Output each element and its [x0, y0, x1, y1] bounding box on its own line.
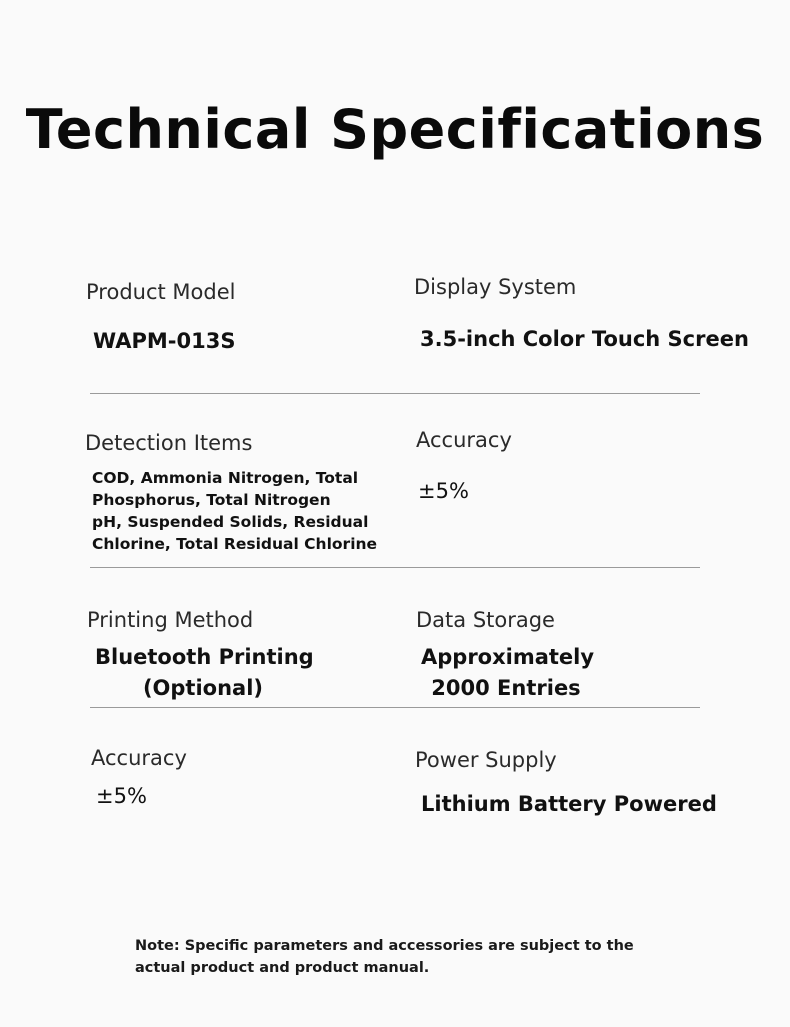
data-storage-line: Approximately [421, 645, 595, 669]
product-model-label: Product Model [86, 280, 236, 304]
power-supply-label: Power Supply [415, 748, 557, 772]
accuracy-label-left: Accuracy [91, 746, 187, 770]
footnote-line: actual product and product manual. [135, 960, 430, 976]
display-system-label: Display System [414, 275, 577, 299]
data-storage-value [421, 642, 595, 704]
power-supply-value: Lithium Battery Powered [421, 792, 717, 816]
accuracy-value-right: ±5% [418, 479, 469, 503]
data-storage-label: Data Storage [416, 608, 555, 632]
printing-method-value [95, 642, 314, 704]
detection-items-label: Detection Items [85, 431, 253, 455]
display-system-value: 3.5-inch Color Touch Screen [420, 327, 749, 351]
printing-method-line: (Optional) [142, 676, 264, 700]
detection-items-line: Phosphorus, Total Nitrogen [92, 491, 331, 509]
divider-1 [90, 393, 700, 394]
detection-items-line: pH, Suspended Solids, Residual [92, 513, 369, 531]
printing-method-label: Printing Method [87, 608, 254, 632]
detection-items-line: Chlorine, Total Residual Chlorine [92, 535, 378, 553]
divider-2 [90, 567, 700, 568]
printing-method-line: Bluetooth Printing [95, 645, 314, 669]
detection-items-line: COD, Ammonia Nitrogen, Total [92, 469, 359, 487]
detection-items-value [92, 467, 377, 555]
accuracy-value-left: ±5% [96, 784, 147, 808]
page-title: Technical Specifications [25, 98, 765, 161]
divider-3 [90, 707, 700, 708]
data-storage-line: 2000 Entries [431, 676, 581, 700]
product-model-value: WAPM-013S [93, 329, 236, 353]
accuracy-label-right: Accuracy [416, 428, 512, 452]
footnote [135, 935, 655, 979]
footnote-line: Note: Specific parameters and accessories are subject to the [135, 938, 634, 954]
